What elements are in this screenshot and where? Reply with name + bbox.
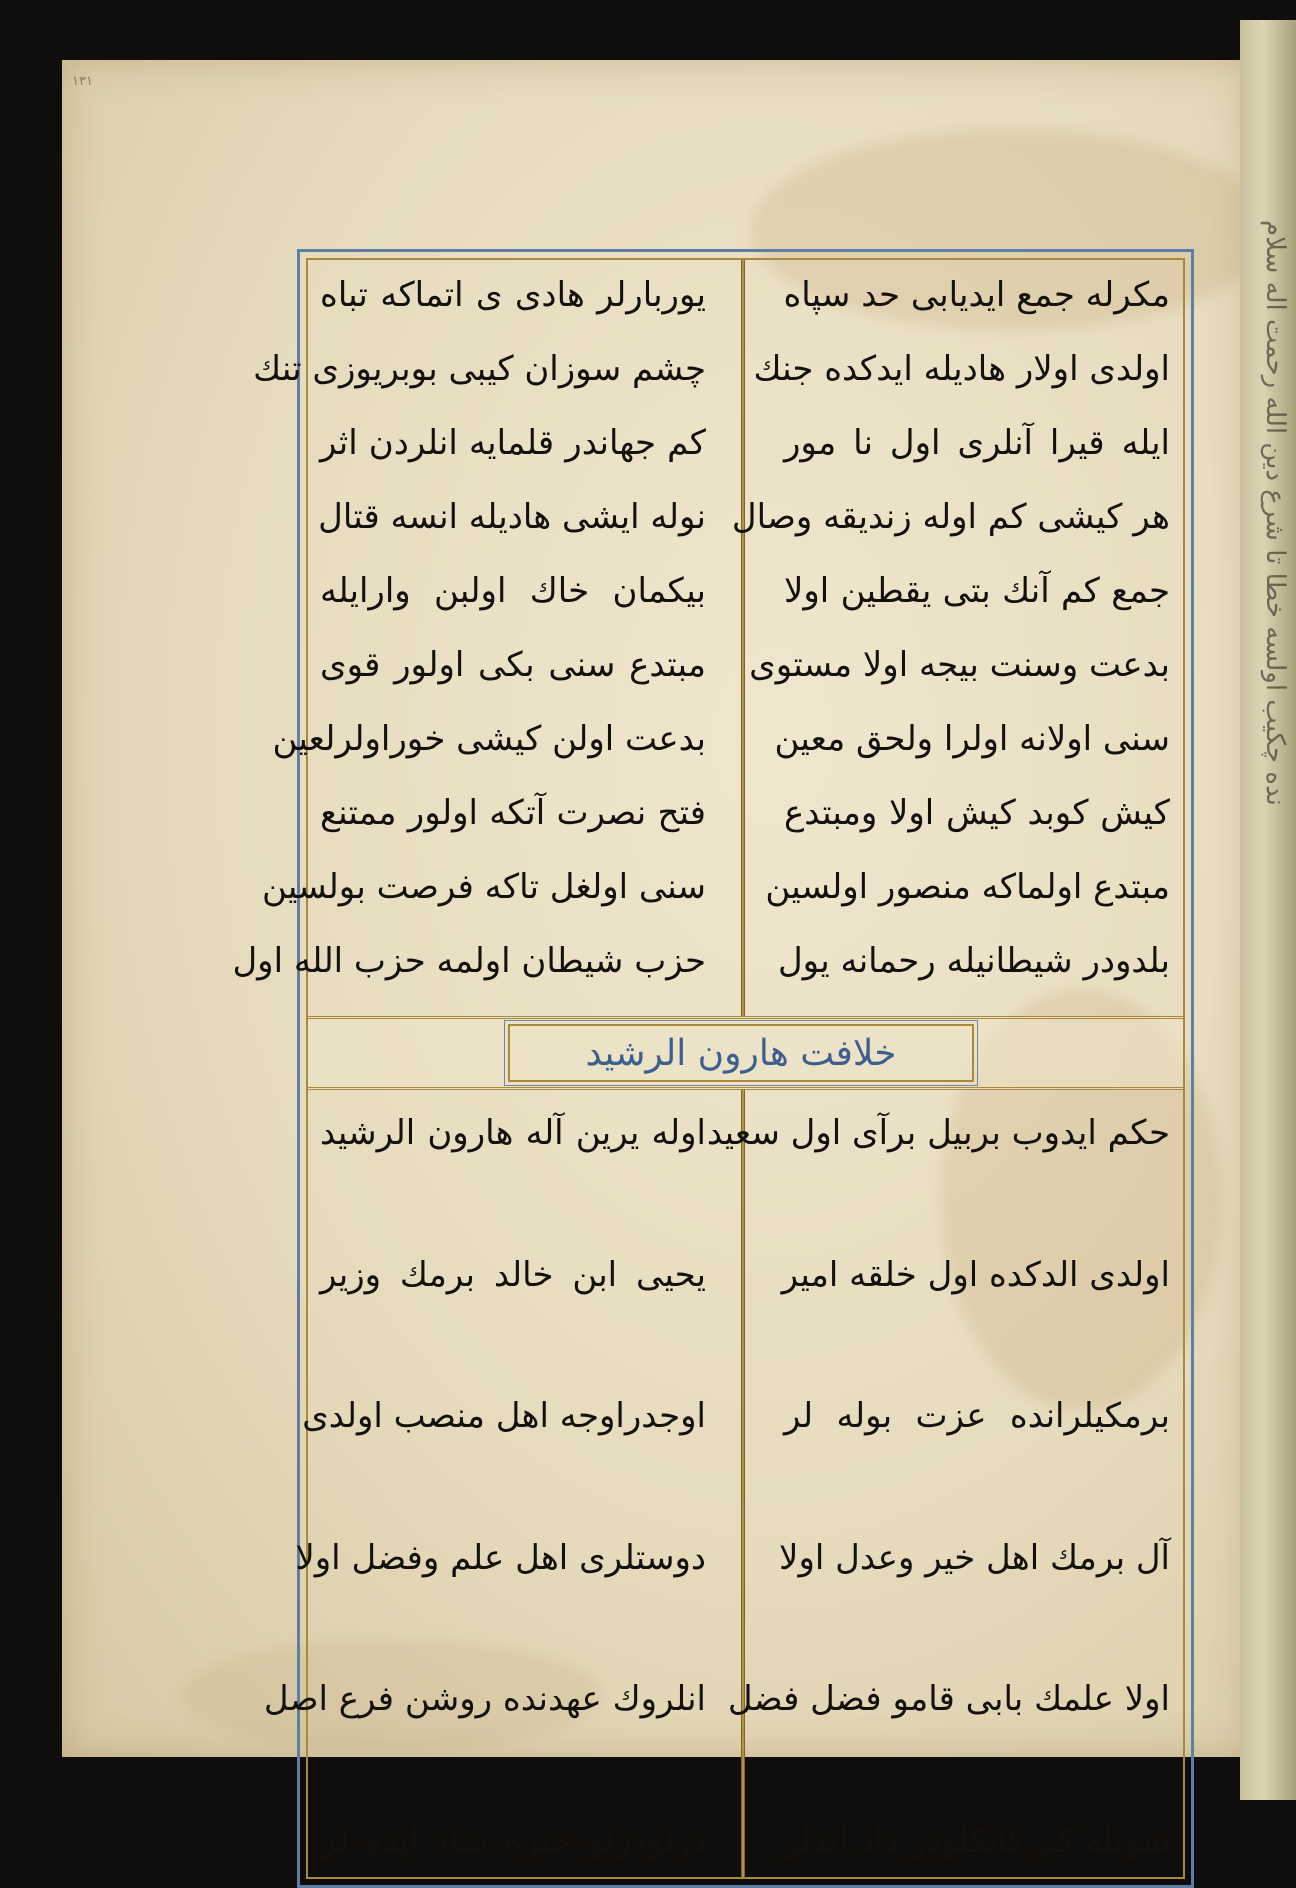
verse-line: بدعت اولن کیشی خوراولرلعین <box>272 719 706 759</box>
verse-line: دوستلری اهل علم وفضل اولا <box>295 1537 706 1578</box>
verse-line: برمکیلرانده عزت بوله لر <box>784 1396 1170 1437</box>
folio-number: ١٣١ <box>72 74 93 89</box>
verse-line: بیکمان خاك اولبن وارایله <box>320 571 706 611</box>
verse-line: حزب شیطان اولمه حزب الله اول <box>232 941 706 981</box>
verse-line: ايله قيرا آنلری اول نا مور <box>784 423 1170 463</box>
column-right-bottom <box>706 1106 1176 1868</box>
verse-line: یوربارلر هادی ی اتماکه تباه <box>320 275 706 315</box>
verse-line: بلدودر شیطانیله رحمانه یول <box>777 941 1170 981</box>
verse-line: اوله یرین آله هارون الرشید <box>320 1113 706 1153</box>
verse-line: کم جهاندر قلمایه انلردن اثر <box>320 423 706 463</box>
column-divider-bottom <box>741 1090 745 1878</box>
verse-line: هر کیشی کم اوله زندیقه وصال <box>731 497 1170 537</box>
verse-line: اولدی الدکده اول خلقه امیر <box>781 1254 1170 1295</box>
verse-line: نوله ایشی هادیله انسه قتال <box>318 497 706 537</box>
verse-line: سنی اولغل تاکه فرصت بولسین <box>261 867 706 907</box>
verse-line: اوجدراوجه اهل منصب اولدی <box>302 1396 706 1437</box>
verse-line: مكرله جمع ايديابی حد سپاه <box>783 275 1170 315</box>
verse-line: چشم سوزان کیبی بوبریوزی تنك <box>253 349 706 389</box>
column-left-top <box>232 270 712 986</box>
verse-line: درلودرلو خیره بنیاد ایده لر <box>320 1820 706 1861</box>
verse-line: شویله کم کانکلودر داد ایدلر <box>782 1820 1170 1861</box>
column-divider-top <box>741 260 745 1016</box>
verse-line: آل برمك اهل خیر وعدل اولا <box>779 1537 1170 1578</box>
heading-cartouche: خلافت هارون الرشيد <box>508 1024 974 1082</box>
column-right-top <box>731 270 1176 986</box>
facing-page-text: نده چکیب اولسه خطا تا شرع دین الله رحمت اله سلام <box>1260 220 1290 806</box>
verse-line: مبتدع سنی بکی اولور قوی <box>320 645 706 685</box>
verse-line: بدعت وسنت بیجه اولا مستوی <box>749 645 1170 685</box>
verse-line: اولدی اولار هادیله ايدکده جنك <box>753 349 1170 389</box>
verse-line: سنی اولانه اولرا ولحق معین <box>774 719 1170 759</box>
verse-line: اولا علمك بابی قامو فضل فضل <box>727 1679 1170 1720</box>
verse-line: فتح نصرت آتکه اولور ممتنع <box>320 793 706 833</box>
verse-line: انلروك عهدنده روشن فرع اصل <box>263 1679 706 1720</box>
verse-line: جمع کم آنك بتی یقطین اولا <box>784 571 1170 611</box>
column-left-bottom <box>263 1106 712 1868</box>
verse-line: کیش کوبد کیش اولا ومبتدع <box>784 793 1170 833</box>
verse-line: حکم ایدوب بربیل برآی اول سعید <box>706 1113 1170 1153</box>
verse-line: مبتدع اولماکه منصور اولسین <box>765 867 1170 907</box>
verse-line: یحیی ابن خالد برمك وزیر <box>320 1254 706 1295</box>
